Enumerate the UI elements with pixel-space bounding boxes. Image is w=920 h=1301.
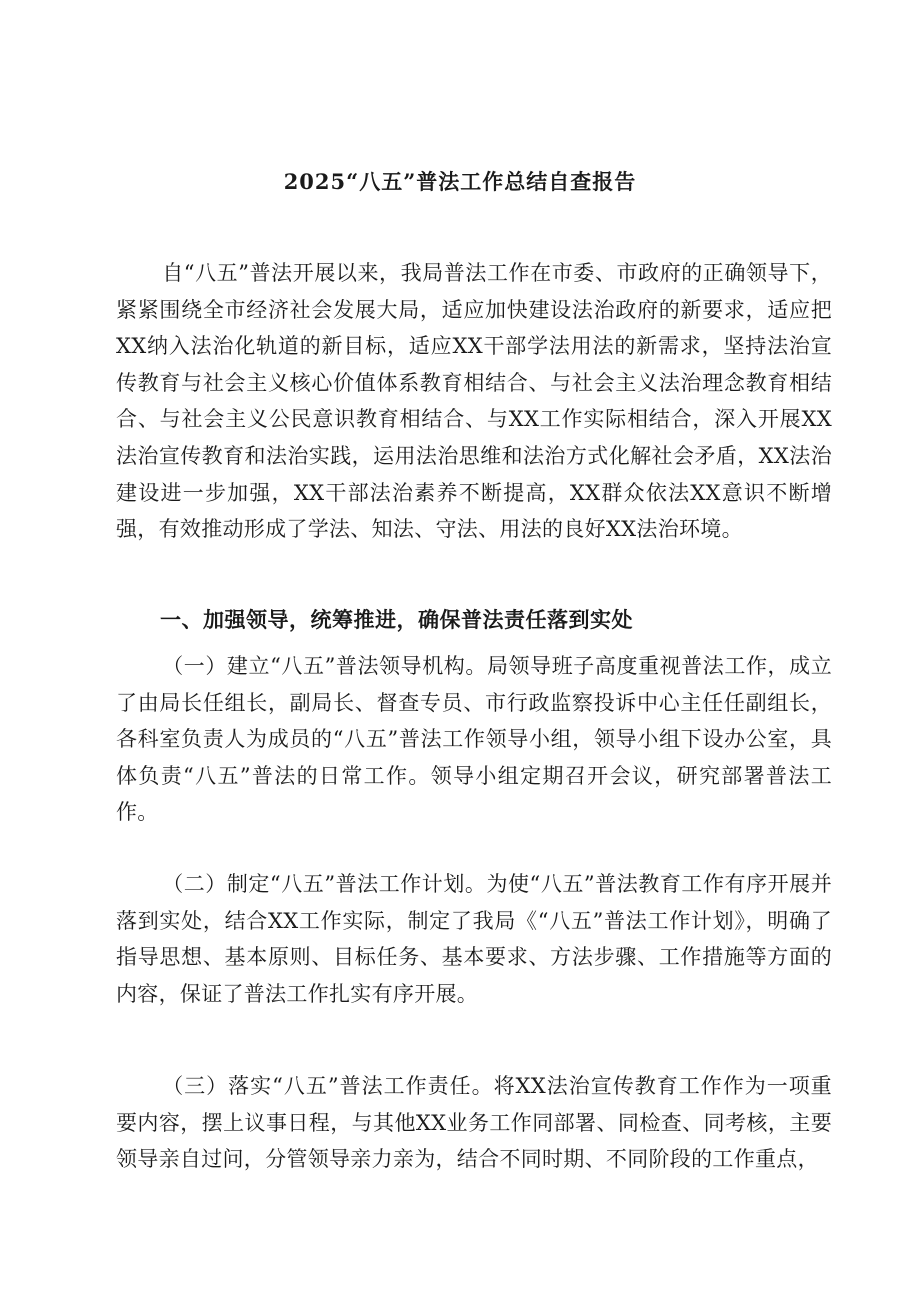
intro-paragraph: 自“八五”普法开展以来，我局普法工作在市委、市政府的正确领导下，紧紧围绕全市经济社会发展大局，适应加快建设法治政府的新要求，适应把XX纳入法治化轨道的新目标，适应XX干部学法用法的新需求，坚持法治宣传教育与社会主义核心价值体系教育相结合、与社会主义法治理念教育相结合、与社会主义公民意识教育相结合、与XX工作实际相结合，深入开展XX法治宣传教育和法治实践，运用法治思维和法治方式化解社会矛盾，XX法治建设进一步加强，XX干部法治素养不断提高，XX群众依法XX意识不断增强，有效推动形成了学法、知法、守法、用法的良好XX法治环境。 (116, 261, 832, 542)
document-title: 2025“八五”普法工作总结自查报告 (283, 169, 637, 194)
section-1-paragraph-1: （一）建立“八五”普法领导机构。局领导班子高度重视普法工作，成立了由局长任组长，副局长、督查专员、市行政监察投诉中心主任任副组长，各科室负责人为成员的“八五”普法工作领导小组，领导小组下设办公室，具体负责“八五”普法的日常工作。领导小组定期召开会议，研究部署普法工作。 (116, 654, 832, 825)
section-1-paragraph-2: （二）制定“八五”普法工作计划。为使“八五”普法教育工作有序开展并落到实处，结合XX工作实际，制定了我局《“八五”普法工作计划》，明确了指导思想、基本原则、目标任务、基本要求、方法步骤、工作措施等方面的内容，保证了普法工作扎实有序开展。 (116, 872, 832, 1006)
section-1-paragraph-3: （三）落实“八五”普法工作责任。将XX法治宣传教育工作作为一项重要内容，摆上议事日程，与其他XX业务工作同部署、同检查、同考核，主要领导亲自过问，分管领导亲力亲为，结合不同时期、不同阶段的工作重点， (116, 1074, 832, 1172)
section-1-heading: 一、加强领导，统筹推进，确保普法责任落到实处 (160, 608, 633, 632)
